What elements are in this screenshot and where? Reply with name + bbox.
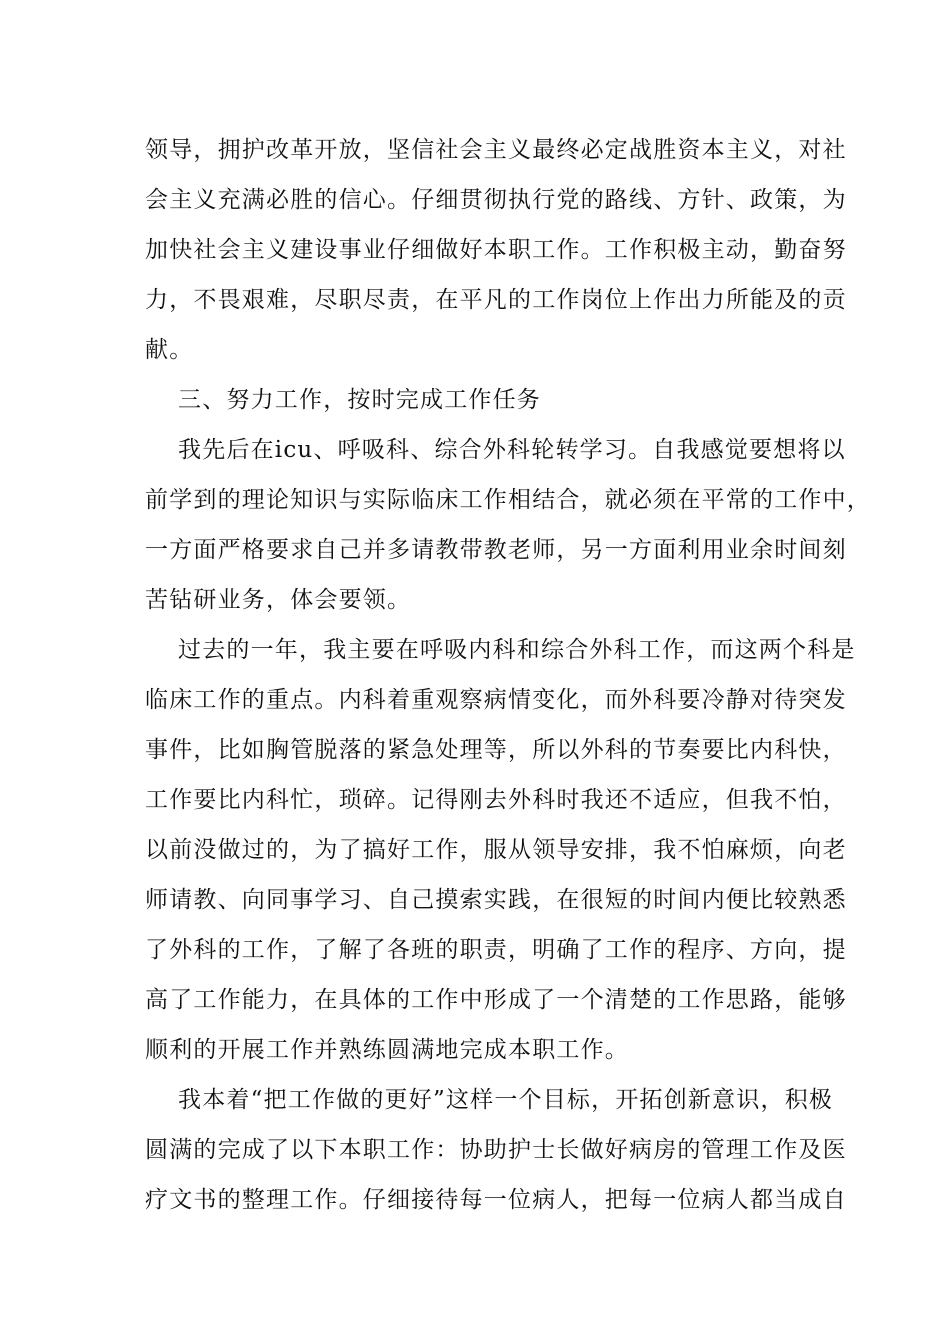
text-line: 师请教、向同事学习、自己摸索实践，在很短的时间内便比较熟悉	[145, 887, 847, 913]
text-line: 领导，拥护改革开放，坚信社会主义最终必定战胜资本主义，对社	[145, 137, 847, 163]
text-line: 献。	[145, 337, 194, 363]
section-heading: 三、努力工作，按时完成工作任务	[178, 387, 541, 413]
text-line: 我先后在icu、呼吸科、综合外科轮转学习。自我感觉要想将以	[178, 437, 846, 463]
text-line: 高了工作能力，在具体的工作中形成了一个清楚的工作思路，能够	[145, 987, 847, 1013]
text-line: 前学到的理论知识与实际临床工作相结合，就必须在平常的工作中，	[145, 487, 871, 513]
text-line: 加快社会主义建设事业仔细做好本职工作。工作积极主动，勤奋努	[145, 237, 847, 263]
text-line: 我本着“把工作做的更好”这样一个目标，开拓创新意识，积极	[178, 1087, 834, 1113]
text-line: 工作要比内科忙，琐碎。记得刚去外科时我还不适应，但我不怕，	[145, 787, 847, 813]
text-line: 一方面严格要求自己并多请教带教老师，另一方面利用业余时间刻	[145, 537, 847, 563]
text-line: 以前没做过的，为了搞好工作，服从领导安排，我不怕麻烦，向老	[145, 837, 847, 863]
text-line: 苦钻研业务，体会要领。	[145, 587, 412, 613]
text-line: 力，不畏艰难，尽职尽责，在平凡的工作岗位上作出力所能及的贡	[145, 287, 847, 313]
text-line: 事件，比如胸管脱落的紧急处理等，所以外科的节奏要比内科快，	[145, 737, 847, 763]
text-line: 疗文书的整理工作。仔细接待每一位病人，把每一位病人都当成自	[145, 1187, 847, 1213]
text-line: 临床工作的重点。内科着重观察病情变化，而外科要冷静对待突发	[145, 687, 847, 713]
text-line: 过去的一年，我主要在呼吸内科和综合外科工作，而这两个科是	[178, 637, 856, 663]
text-line: 了外科的工作，了解了各班的职责，明确了工作的程序、方向，提	[145, 937, 847, 963]
text-line: 圆满的完成了以下本职工作：协助护士长做好病房的管理工作及医	[145, 1137, 847, 1163]
text-line: 顺利的开展工作并熟练圆满地完成本职工作。	[145, 1037, 629, 1063]
text-line: 会主义充满必胜的信心。仔细贯彻执行党的路线、方针、政策，为	[145, 187, 847, 213]
